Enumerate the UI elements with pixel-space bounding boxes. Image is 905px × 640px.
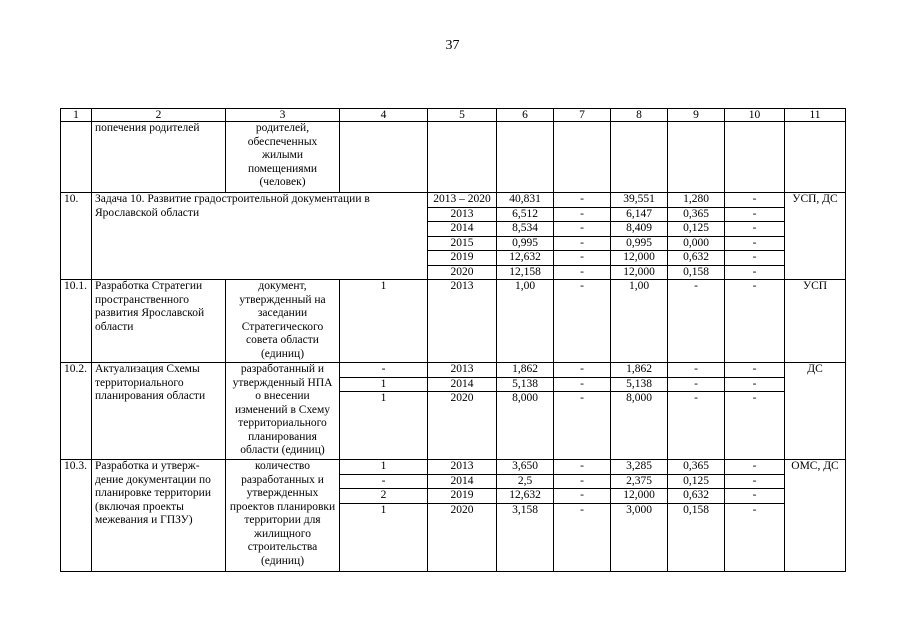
program-table [60, 108, 846, 572]
item103-col8: 3,285 2,375 12,000 3,000 [611, 460, 668, 572]
item101-num: 10.1. [61, 280, 92, 363]
item102-col7: - - - [554, 363, 611, 460]
item103-col9: 0,365 0,125 0,632 0,158 [668, 460, 725, 572]
item103-col7: - - - - [554, 460, 611, 572]
page-number: 37 [445, 38, 460, 53]
task10-totals: 40,831 6,512 8,534 0,995 12,632 12,158 [497, 193, 554, 280]
table-row-task10 [61, 193, 846, 280]
item101-col9: - [668, 280, 725, 363]
task10-col8: 39,551 6,147 8,409 0,995 12,000 12,000 [611, 193, 668, 280]
continuation-name: попечения родителей [92, 122, 226, 193]
header-cell: 5 [428, 109, 497, 122]
item101-total: 1,00 [497, 280, 554, 363]
header-cell: 11 [785, 109, 846, 122]
table-row-item101 [61, 280, 846, 363]
item103-col10: - - - - [725, 460, 785, 572]
item102-indicator: разработанный и утвержденный НПА о внесении изменений в Схему территориального планирования области (единиц) [226, 363, 340, 460]
item102-col10: - - - [725, 363, 785, 460]
item103-indicator: количество разработанных и утвержденных проектов планировки территории для жилищного строительства (единиц) [226, 460, 340, 572]
table-row-continuation [61, 122, 846, 193]
header-cell: 6 [497, 109, 554, 122]
item102-values: - 1 1 [340, 363, 428, 460]
item101-col8: 1,00 [611, 280, 668, 363]
task10-num: 10. [61, 193, 92, 280]
item102-totals: 1,862 5,138 8,000 [497, 363, 554, 460]
item101-indicator: документ, утвержденный на заседании Стратегического совета области (единиц) [226, 280, 340, 363]
item103-values: 1 - 2 1 [340, 460, 428, 572]
item101-year: 2013 [428, 280, 497, 363]
item102-name: Актуализация Схемы территориального планирования области [92, 363, 226, 460]
task10-years: 2013 – 2020 2013 2014 2015 2019 2020 [428, 193, 497, 280]
item102-years: 2013 2014 2020 [428, 363, 497, 460]
item101-col7: - [554, 280, 611, 363]
item102-col9: - - - [668, 363, 725, 460]
task10-col7: - - - - - - [554, 193, 611, 280]
item101-col10: - [725, 280, 785, 363]
item102-num: 10.2. [61, 363, 92, 460]
header-cell: 4 [340, 109, 428, 122]
task10-executor: УСП, ДС [785, 193, 846, 280]
item101-executor: УСП [785, 280, 846, 363]
item103-totals: 3,650 2,5 12,632 3,158 [497, 460, 554, 572]
header-row [61, 109, 846, 122]
item103-name: Разработка и утверж- дение документации по планировке территории (включая проекты межевания и ГПЗУ) [92, 460, 226, 572]
header-cell: 8 [611, 109, 668, 122]
task10-col9: 1,280 0,365 0,125 0,000 0,632 0,158 [668, 193, 725, 280]
header-cell: 3 [226, 109, 340, 122]
header-cell: 2 [92, 109, 226, 122]
task10-title: Задача 10. Развитие градостроительной документации в Ярославской области [92, 193, 428, 280]
header-cell: 1 [61, 109, 92, 122]
item103-num: 10.3. [61, 460, 92, 572]
item102-executor: ДС [785, 363, 846, 460]
header-cell: 10 [725, 109, 785, 122]
table-row-item102 [61, 363, 846, 460]
item103-executor: ОМС, ДС [785, 460, 846, 572]
item101-name: Разработка Стратегии пространственного развития Ярославской области [92, 280, 226, 363]
item102-col8: 1,862 5,138 8,000 [611, 363, 668, 460]
header-cell: 9 [668, 109, 725, 122]
table-row-item103 [61, 460, 846, 572]
item103-years: 2013 2014 2019 2020 [428, 460, 497, 572]
task10-col10: - - - - - - [725, 193, 785, 280]
continuation-indicator: родителей, обеспеченных жилыми помещениями (человек) [226, 122, 340, 193]
item101-value: 1 [340, 280, 428, 363]
header-cell: 7 [554, 109, 611, 122]
